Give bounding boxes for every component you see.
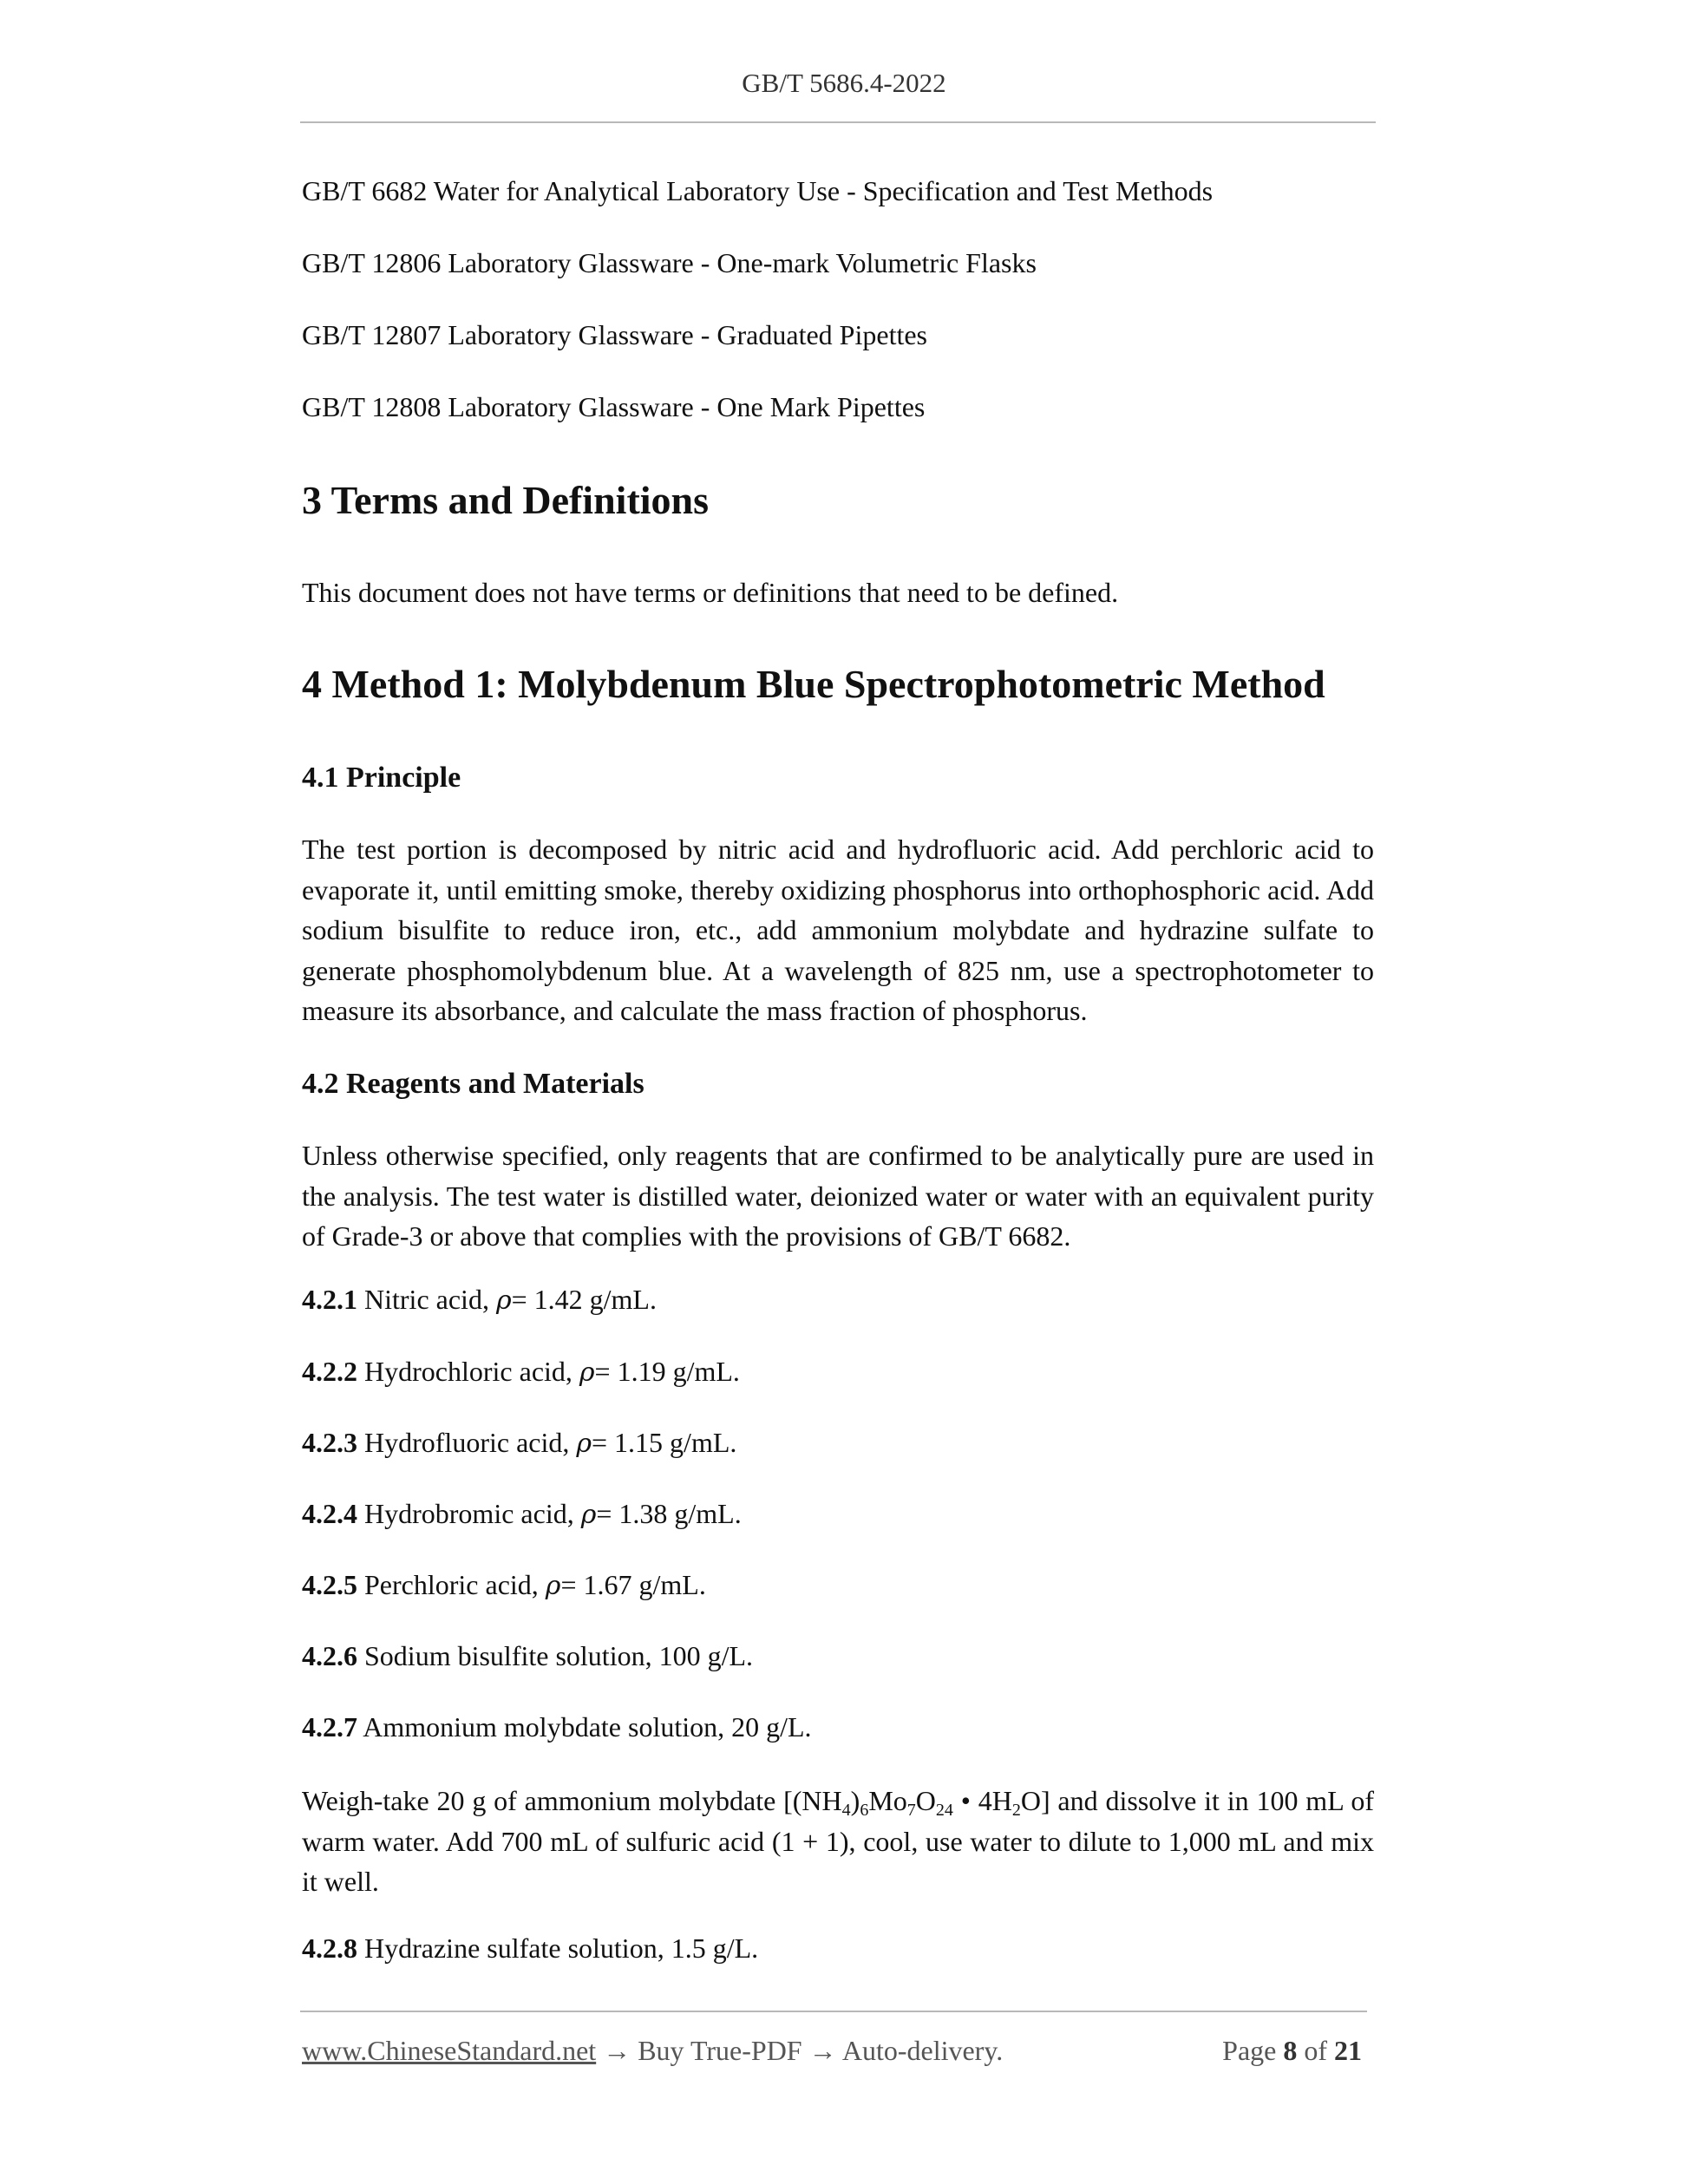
of-label: of [1304, 2035, 1327, 2066]
reagent-number: 4.2.6 [302, 1640, 357, 1671]
total-pages: 21 [1334, 2035, 1362, 2066]
reagent-number: 4.2.2 [302, 1356, 357, 1387]
current-page-number: 8 [1283, 2035, 1298, 2066]
reagent-density: = 1.42 g/mL. [511, 1284, 657, 1315]
reagent-density: = 1.19 g/mL. [594, 1356, 740, 1387]
reagent-name: Hydrofluoric acid, [364, 1427, 570, 1458]
reagent-item [302, 1284, 657, 1316]
subscript: 7 [906, 1801, 916, 1820]
header-divider [300, 121, 1376, 123]
reagent-name: Ammonium molybdate solution, 20 g/L. [363, 1711, 812, 1743]
section-3-text: This document does not have terms or definitions that need to be defined. [302, 577, 1119, 608]
footer-promo-text: → Buy True-PDF → Auto-delivery. [596, 2035, 1004, 2066]
reagent-item [302, 1498, 742, 1530]
reagents-intro-paragraph: Unless otherwise specified, only reagents that are confirmed to be analytically pure are used in the analysis. The test water is distilled water, deionized water or water with an equivalent purity of Grade-3 or above that complies with the provisions of GB/T 6682. [302, 1140, 1374, 1252]
prep-text: Weigh-take 20 g of ammonium molybdate [(NH [302, 1785, 842, 1816]
section-4-heading: 4 Method 1: Molybdenum Blue Spectrophotometric Method [302, 662, 1325, 706]
molybdate-preparation-paragraph [302, 1781, 1374, 1902]
prep-text: • 4H [952, 1785, 1012, 1816]
reagent-item [302, 1427, 736, 1459]
reagents-heading: 4.2 Reagents and Materials [302, 1068, 644, 1100]
page-indicator [1222, 2035, 1362, 2067]
section-3-heading: 3 Terms and Definitions [302, 478, 710, 522]
reference-item: GB/T 6682 Water for Analytical Laboratory Use - Specification and Test Methods [302, 175, 1214, 206]
prep-text: Mo [868, 1785, 907, 1816]
website-link[interactable]: www.ChineseStandard.net [302, 2035, 597, 2066]
density-symbol: ρ [545, 1571, 561, 1601]
reference-item: GB/T 12808 Laboratory Glassware - One Mark Pipettes [302, 391, 926, 422]
prep-text: O] and dissolve it in 100 mL of warm water. Add 700 mL of sulfuric acid (1 + 1), cool, use water to dilute to 1,000 mL and mix it well. [302, 1785, 1375, 1897]
principle-heading: 4.1 Principle [302, 762, 461, 794]
reagent-item [302, 1640, 753, 1672]
reagent-name: Hydrobromic acid, [364, 1498, 574, 1529]
footer-promo [302, 2035, 1003, 2067]
principle-paragraph: The test portion is decomposed by nitric acid and hydrofluoric acid. Add perchloric acid to evaporate it, until emitting smoke, thereby oxidizing phosphorus into orthophosphoric acid. Add sodium bisulfite to reduce iron, etc., add ammonium molybdate and hydrazine sulfate to generate phosphomolybdenum blue. At a wavelength of 825 nm, use a spectrophotometer to measure its absorbance, and calculate the mass fraction of phosphorus. [302, 834, 1374, 1026]
reagent-density: = 1.38 g/mL. [596, 1498, 742, 1529]
reagent-name: Nitric acid, [364, 1284, 489, 1315]
reagent-item [302, 1356, 740, 1388]
reagent-name: Hydrazine sulfate solution, 1.5 g/L. [364, 1932, 759, 1964]
subscript: 4 [841, 1801, 851, 1820]
reagent-density: = 1.15 g/mL. [592, 1427, 737, 1458]
footer-divider [300, 2011, 1367, 2012]
density-symbol: ρ [495, 1285, 512, 1316]
reagent-number: 4.2.3 [302, 1427, 357, 1458]
reagent-number: 4.2.8 [302, 1932, 357, 1964]
subscript: 2 [1011, 1801, 1021, 1820]
reagent-item [302, 1569, 706, 1601]
subscript: 6 [860, 1801, 869, 1820]
density-symbol: ρ [579, 1357, 595, 1388]
reagent-number: 4.2.5 [302, 1569, 357, 1600]
page-label: Page [1222, 2035, 1277, 2066]
reagent-number: 4.2.4 [302, 1498, 357, 1529]
subscript: 24 [935, 1801, 953, 1820]
reagent-item [302, 1711, 812, 1743]
reference-item: GB/T 12806 Laboratory Glassware - One-mark Volumetric Flasks [302, 247, 1037, 278]
document-code-header: GB/T 5686.4-2022 [742, 68, 946, 98]
reagent-name: Sodium bisulfite solution, 100 g/L. [364, 1640, 754, 1671]
density-symbol: ρ [576, 1429, 592, 1459]
prep-text: ) [850, 1785, 860, 1816]
reagent-density: = 1.67 g/mL. [560, 1569, 706, 1600]
reagent-name: Perchloric acid, [364, 1569, 539, 1600]
reagent-number: 4.2.1 [302, 1284, 357, 1315]
density-symbol: ρ [580, 1500, 597, 1530]
prep-text: O [915, 1785, 936, 1816]
reagent-number: 4.2.7 [302, 1711, 357, 1743]
reference-item: GB/T 12807 Laboratory Glassware - Graduated Pipettes [302, 319, 927, 350]
reagent-item [302, 1932, 758, 1965]
reagent-name: Hydrochloric acid, [364, 1356, 572, 1387]
